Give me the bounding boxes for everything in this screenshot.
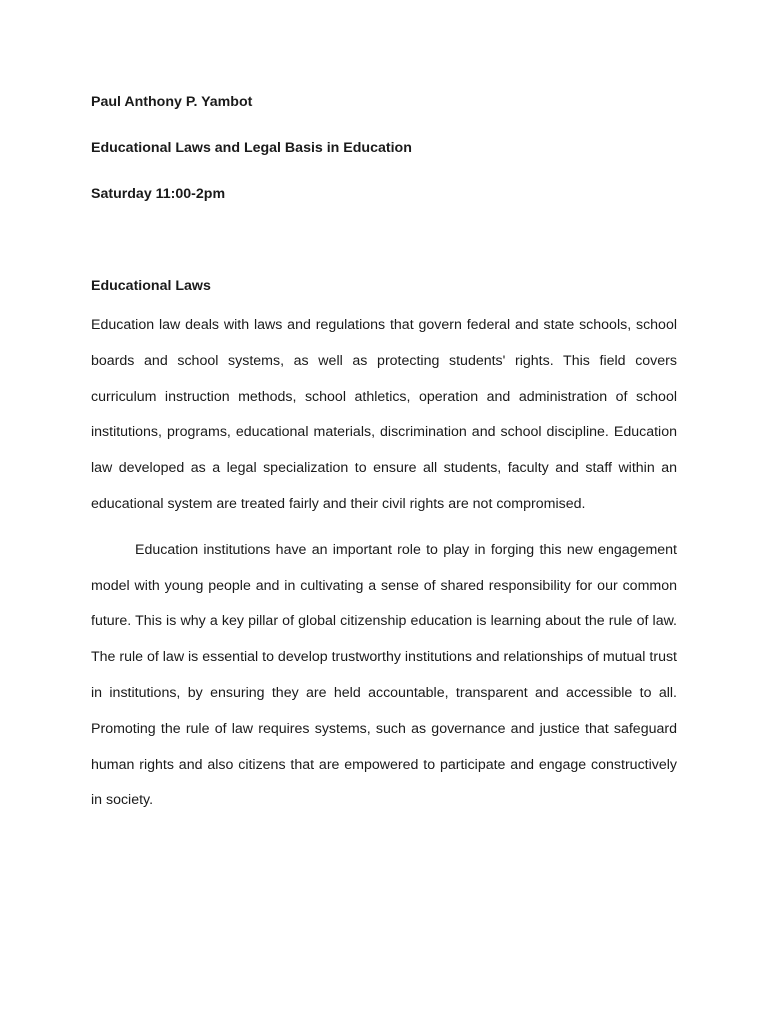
class-schedule: Saturday 11:00-2pm [91,186,226,202]
section-heading: Educational Laws [91,278,211,294]
paragraph-2: Education institutions have an important role to play in forging this new engagement model with young people and in cultivating a sense of shared responsibility for our common future. This is why a key pillar of global citizenship education is learning about the rule of law. The rule of law is essential to develop trustworthy institutions and relationships of mutual trust in institutions, by ensuring they are held accountable, transparent and accessible to all. Promoting the rule of law requires systems, such as governance and justice that safeguard human rights and also citizens that are empowered to participate and engage constructively in society. [91,541,677,809]
author-name: Paul Anthony P. Yambot [91,94,253,110]
course-title: Educational Laws and Legal Basis in Education [91,140,412,156]
paragraph-1: Education law deals with laws and regulations that govern federal and state schools, school boards and school systems, as well as protecting students' rights. This field covers curriculum instruction methods, school athletics, operation and administration of school institutions, programs, educational materials, discrimination and school discipline. Education law developed as a legal specialization to ensure all students, faculty and staff within an educational system are treated fairly and their civil rights are not compromised. [91,317,677,512]
document-body [91,90,677,819]
